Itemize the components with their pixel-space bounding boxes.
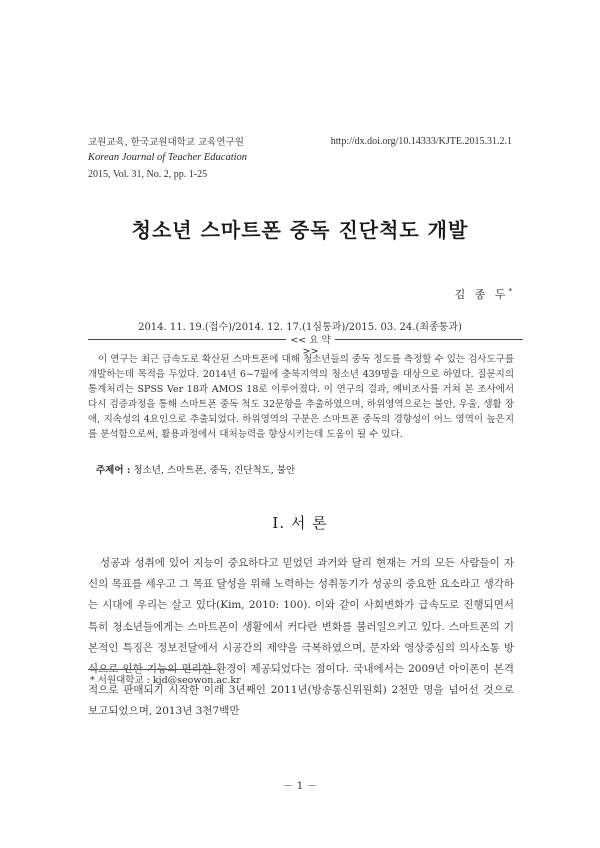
journal-korean-name: 교원교육, 한국교원대학교 교육연구원 <box>88 137 244 148</box>
section-title: Ⅰ. 서 론 <box>272 514 328 532</box>
footnote-rule <box>88 669 216 670</box>
summary-rule-right <box>335 339 523 340</box>
author-footnote-mark: * <box>508 287 512 296</box>
author-name-text: 김 종 두 <box>454 288 509 301</box>
paper-title: 청소년 스마트폰 중독 진단척도 개발 <box>131 218 469 242</box>
page-number: － 1 － <box>282 780 318 792</box>
author-affiliation-footnote: * 서원대학교 : kjd@seowon.ac.kr <box>90 675 241 686</box>
abstract-text: 이 연구는 최근 급속도로 확산된 스마트폰에 대해 청소년들의 중독 정도를 측정할 수 있는 검사도구를 개발하는데 목적을 두었다. 2014년 6~7월에 충북지역의 청소년 439명을 대상으로 하였다. 질문지의 통계처리는 SPSS Ver 18과 AMOS 18로 이루어졌다. 이 연구의 결과, 예비조사를 거쳐 본 조사에서 다시 검증과정을 통해 스마트폰 중독 척도 32문항을 추출하였으며, 하위영역으로는 불안, 우울, 생활 장애, 지속성의 4요인으로 추출되었다. 하위영역의 구분은 스마트폰 중독의 경향성이 어느 영역이 높은지를 분석함으로써, 활용과정에서 대처능력을 향상시키는데 도움이 될 수 있다. <box>88 354 514 440</box>
keywords-value: 청소년, 스마트폰, 중독, 진단척도, 불안 <box>133 465 296 476</box>
summary-rule-left <box>88 339 286 340</box>
body-paragraph: 성공과 성취에 있어 지능이 중요하다고 믿었던 과거와 달리 현재는 거의 모든 사람들이 자신의 목표를 세우고 그 목표 달성을 위해 노력하는 성취동기가 성공의 중요한 요소라고 생각하는 시대에 우리는 살고 있다(Kim, 2010: 100). 이와 같이 사회변화가 급속도로 진행되면서 특히 청소년들에게는 스마트폰이 생활에서 커다란 변화를 불러일으키고 있다. 스마트폰의 기본적인 특징은 정보전달에서 시공간의 제약을 극복하였으며, 문자와 영상중심의 의사소통 방식으로 인한 기능의 편리한 환경이 제공되었다는 점이다. 국내에서는 2009년 아이폰이 본격적으로 판매되기 시작한 이래 3년째인 2011년(방송통신위원회) 2천만 명을 넘어선 것으로 보고되었으며, 2013년 3천7백만 <box>88 557 514 718</box>
summary-label: << 요 약 >> <box>290 335 331 357</box>
author-name <box>455 286 512 302</box>
submission-dates: 2014. 11. 19.(접수)/2014. 12. 17.(1심통과)/2015. 03. 24.(최종통과) <box>138 322 462 333</box>
keywords-label: 주제어 : <box>96 465 131 476</box>
journal-english-name: Korean Journal of Teacher Education <box>88 152 248 163</box>
keywords <box>96 462 295 476</box>
volume-info: 2015, Vol. 31, No. 2, pp. 1-25 <box>88 169 208 180</box>
doi-link[interactable]: http://dx.doi.org/10.14333/KJTE.2015.31.2.1 <box>330 136 512 147</box>
